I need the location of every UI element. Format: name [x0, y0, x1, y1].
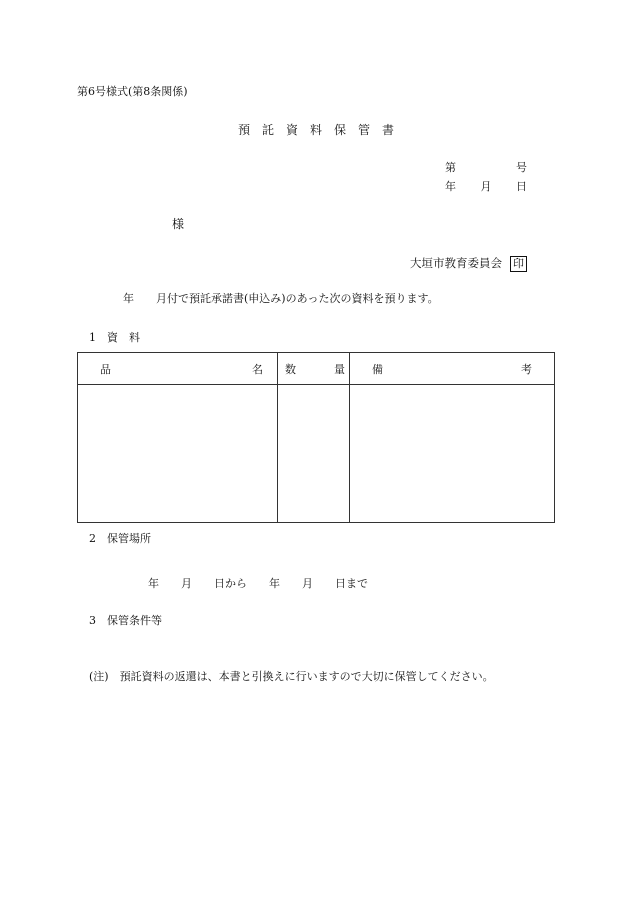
date-year: 年 [445, 180, 456, 193]
storage-period: 年 月 日から 年 月 日まで [148, 577, 368, 590]
date-day: 日 [516, 180, 527, 193]
form-reference: 第6号様式(第8条関係) [77, 85, 188, 98]
date-line [445, 181, 527, 192]
cell-quantity[interactable] [278, 385, 350, 523]
section-storage-conditions-heading: 3 保管条件等 [89, 614, 162, 627]
document-title: 預 託 資 料 保 管 書 [238, 123, 395, 137]
cell-remarks[interactable] [350, 385, 555, 523]
intro-text: 年 月付で預託承諾書(申込み)のあった次の資料を預ります。 [123, 292, 439, 305]
table-row [78, 385, 555, 523]
cell-item-name[interactable] [78, 385, 278, 523]
header-item-char2: 名 [252, 362, 263, 376]
section-materials-heading: 1 資 料 [89, 331, 140, 344]
header-qty-char1: 数 [285, 362, 296, 376]
header-remarks [350, 353, 555, 385]
header-qty-char2: 量 [334, 362, 345, 376]
header-item-char1: 品 [100, 362, 111, 376]
header-remarks-char2: 考 [521, 362, 532, 376]
table-header-row [78, 353, 555, 385]
date-month: 月 [480, 180, 492, 193]
section-storage-place-heading: 2 保管場所 [89, 532, 151, 545]
number-suffix: 号 [516, 161, 527, 174]
header-item-name [78, 353, 278, 385]
seal-mark: 印 [510, 256, 527, 272]
addressee-honorific: 様 [172, 217, 185, 231]
issuer-name: 大垣市教育委員会 [410, 256, 502, 271]
document-number-line [445, 162, 527, 173]
header-quantity [278, 353, 350, 385]
materials-table [77, 352, 555, 523]
header-remarks-char1: 備 [372, 362, 383, 376]
number-prefix: 第 [445, 161, 456, 174]
issuer-line [410, 256, 527, 272]
footnote: (注) 預託資料の返還は、本書と引換えに行いますので大切に保管してください。 [89, 670, 494, 683]
